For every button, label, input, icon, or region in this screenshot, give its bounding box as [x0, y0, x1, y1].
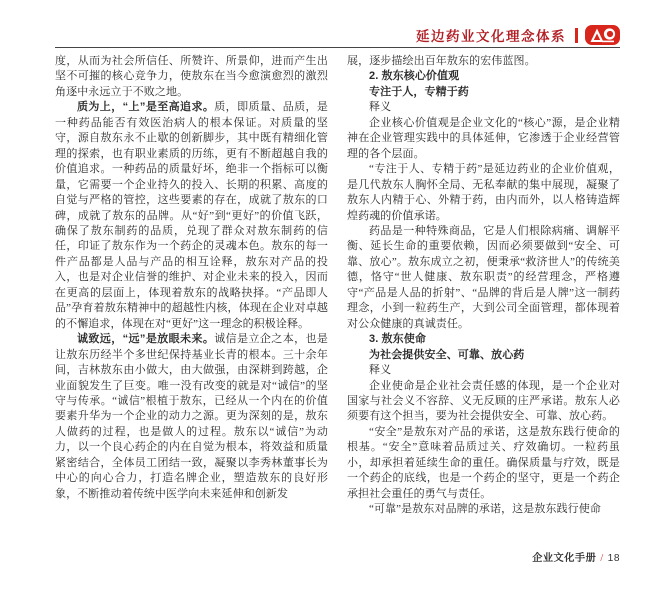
footer-separator: / — [600, 553, 604, 564]
page-body — [55, 54, 620, 518]
page-header — [55, 24, 620, 46]
page-footer — [532, 549, 620, 564]
aodong-brand-logo-icon — [585, 25, 620, 45]
paragraph-mission-3: “可靠”是敖东对品牌的承诺，这是敖东践行使命 — [369, 503, 601, 516]
section-2-label: 释义 — [369, 101, 392, 114]
paragraph-quality — [55, 100, 328, 332]
paragraph-continuation: 度，从而为社会所信任、所赞许、所景仰，进而产生出坚不可摧的核心竞争力，使敖东在当今愈演愈烈的激烈角逐中永远立于不败之地。 — [55, 55, 328, 98]
paragraph-core-values-1: 企业核心价值观是企业文化的“核心”源，是企业精神在企业管理实践中的具体延伸，它渗透于企业经营管理的各个层面。 — [347, 116, 620, 160]
footer-page-number: 18 — [607, 553, 620, 564]
header-title: 延边药业文化理念体系 — [416, 29, 566, 44]
paragraph-mission-2: “安全”是敖东对产品的承诺，这是敖东践行使命的根基。“安全”意味着品质过关、疗效确切。一粒药虽小，却承担着延续生命的重任。确保质量与疗效，既是一个药企的底线，也是一个药企的坚守，更是一个药企承担社会重任的勇气与责任。 — [347, 425, 620, 500]
header-rule — [55, 47, 620, 48]
right-column — [347, 54, 620, 518]
section-2-title: 2. 敖东核心价值观 — [369, 70, 460, 83]
section-3-title: 3. 敖东使命 — [369, 333, 426, 346]
paragraph-text: 诚信是立企之本，也是让敖东历经半个多世纪保持基业长青的根本。三十余年间，吉林敖东由小做大，由大做强，由深耕到跨越，企业面貌发生了巨变。唯一没有改变的就是对“诚信”的坚守与传承。“诚信”根植于敖东，已经从一个内在的价值要素升华为一个企业的动力之源。更为深刻的是，敖东人做药的过程，也是做人的过程。敖东以“诚信”为动力，以一个良心药企的内在自觉为根本，将效益和质量紧密结合，全体员工团结一致，凝聚以李秀林董事长为中心的向心合力，打造名牌企业，塑造敖东的良好形象，不断推动着传统中医学向未来延伸和创新发 — [55, 333, 329, 500]
paragraph-core-values-3: 药品是一种特殊商品，它是人们根除病痛、调解平衡、延长生命的重要依赖，因而必须要做到“安全、可靠、放心”。敖东成立之初，便秉承“救济世人”的传统美德，恪守“世人健康、敖东职责”的经营理念，严格遵守“产品是人品的折射”、“品牌的背后是人牌”这一制药理念，小到一粒药生产，大到公司全面管理，都体现着对公众健康的真诚责任。 — [347, 224, 620, 330]
paragraph-lead: 诚致远，“远”是放眼未来。 — [77, 333, 215, 346]
section-3-label: 释义 — [369, 364, 392, 377]
footer-book-title: 企业文化手册 — [532, 553, 597, 564]
paragraph-integrity — [55, 332, 328, 502]
paragraph-core-values-2: “专注于人、专精于药”是延边药业的企业价值观，是几代敖东人胸怀全局、无私奉献的集中展现，凝聚了敖东人内精于心、外精于药，由内而外，以人格铸造辉煌药魂的价值承诺。 — [347, 163, 620, 222]
section-2-slogan: 专注于人，专精于药 — [369, 85, 469, 98]
paragraph-mission-1: 企业使命是企业社会责任感的体现，是一个企业对国家与社会义不容辞、义无反顾的庄严承诺。敖东人必须要有这个担当，要为社会提供安全、可靠、放心药。 — [347, 379, 620, 423]
paragraph-lead: 质为上，“上”是至高追求。 — [77, 101, 215, 114]
section-3-slogan: 为社会提供安全、可靠、放心药 — [369, 348, 525, 361]
header-divider-bar — [575, 28, 578, 43]
left-column — [55, 54, 328, 518]
paragraph-text: 质，即质量、品质，是一种药品能否有效医治病人的根本保证。对质量的坚守，源自敖东永不止歇的创新脚步，其中既有精细化管理的探索，也有职业素质的历练，更有不断超越自我的价值追求。一种药品的质量好坏，绝非一个指标可以衡量，它需要一个企业持久的投入、长期的积累、高度的自觉与严格的管控，这些要素的存在，成就了敖东的口碑，成就了敖东的品牌。从“好”到“更好”的价值飞跃，确保了敖东制药的品质，兑现了群众对敖东制药的信任，印证了敖东作为一个药企的灵魂本色。敖东的每一件产品都是人品与产品的相互诠释，敖东对产品的投入，也是对企业信誉的维护、对企业未来的投入，因而在更高的层面上，体现着敖东的战略抉择。“产品即人品”孕育着敖东精神中的超越性内核，体现在企业对卓越的不懈追求，体现在对“更好”这一理念的积极诠释。 — [55, 101, 329, 330]
paragraph-continuation: 展，逐步描绘出百年敖东的宏伟蓝图。 — [347, 55, 536, 67]
